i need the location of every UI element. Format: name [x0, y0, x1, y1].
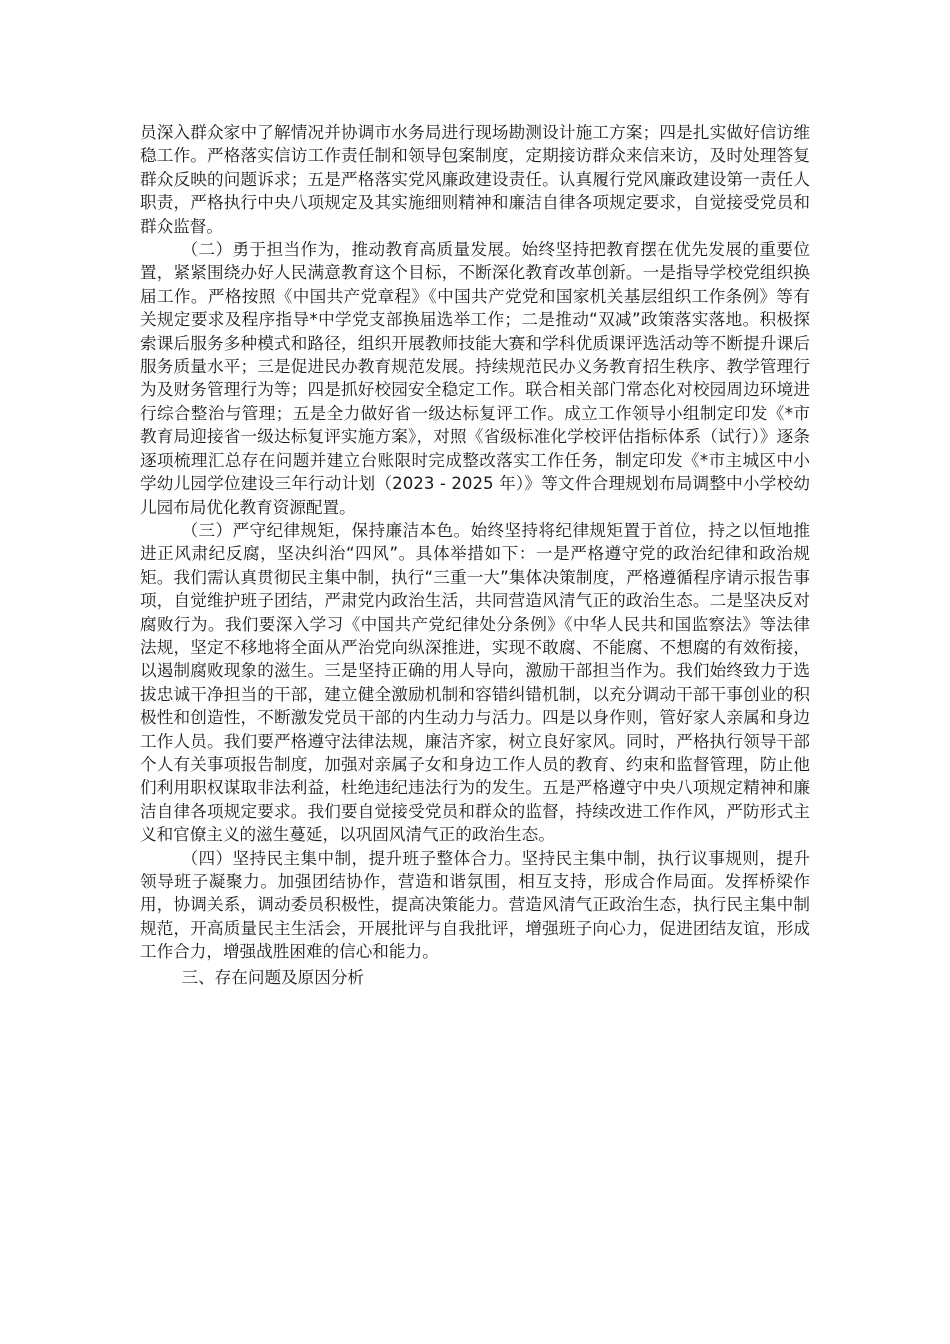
section-heading: 三、存在问题及原因分析 — [181, 967, 365, 987]
paragraph-section-three: （三）严守纪律规矩，保持廉洁本色。始终坚持将纪律规矩置于首位，持之以恒地推进正风肃纪反腐，坚决纠治“四风”。具体举措如下：一是严格遵守党的政治纪律和政治规矩。我们需认真贯彻民主集中制，执行“三重一大”集体决策制度，严格遵循程序请示报告事项，自觉维护班子团结，严肃党内政治生活，共同营造风清气正的政治生态。二是坚决反对腐败行为。我们要深入学习《中国共产党纪律处分条例》《中华人民共和国监察法》等法律法规，坚定不移地将全面从严治党向纵深推进，实现不敢腐、不能腐、不想腐的有效衔接，以遏制腐败现象的滋生。三是坚持正确的用人导向，激励干部担当作为。我们始终致力于选拔忠诚干净担当的干部，建立健全激励机制和容错纠错机制，以充分调动干部干事创业的积极性和创造性，不断激发党员干部的内生动力与活力。四是以身作则，管好家人亲属和身边工作人员。我们要严格遵守法律法规，廉洁齐家，树立良好家风。同时，严格执行领导干部个人有关事项报告制度，加强对亲属子女和身边工作人员的教育、约束和监督管理，防止他们利用职权谋取非法利益，杜绝违纪违法行为的发生。五是严格遵守中央八项规定精神和廉洁自律各项规定要求。我们要自觉接受党员和群众的监督，持续改进工作作风，严防形式主义和官僚主义的滋生蔓延，以巩固风清气正的政治生态。 — [140, 520, 810, 845]
paragraph-continuation: 员深入群众家中了解情况并协调市水务局进行现场勘测设计施工方案；四是扎实做好信访维稳工作。严格落实信访工作责任制和领导包案制度，定期接访群众来信来访，及时处理答复群众反映的问题诉求；五是严格落实党风廉政建设责任。认真履行党风廉政建设第一责任人职责，严格执行中央八项规定及其实施细则精神和廉洁自律各项规定要求，自觉接受党员和群众监督。 — [140, 123, 810, 236]
paragraph-section-four: （四）坚持民主集中制，提升班子整体合力。坚持民主集中制，执行议事规则，提升领导班子凝聚力。加强团结协作，营造和谐氛围，相互支持，形成合作局面。发挥桥梁作用，协调关系，调动委员积极性，提高决策能力。营造风清气正政治生态，执行民主集中制规范，开高质量民主生活会，开展批评与自我批评，增强班子向心力，促进团结友谊，形成工作合力，增强战胜困难的信心和能力。 — [140, 848, 810, 962]
paragraph-section-two: （二）勇于担当作为，推动教育高质量发展。始终坚持把教育摆在优先发展的重要位置，紧紧围绕办好人民满意教育这个目标，不断深化教育改革创新。一是指导学校党组织换届工作。严格按照《中国共产党章程》《中国共产党党和国家机关基层组织工作条例》等有关规定要求及程序指导*中学党支部换届选举工作；二是推动“双减”政策落实落地。积极探索课后服务多种模式和路径，组织开展教师技能大赛和学科优质课评选活动等不断提升课后服务质量水平；三是促进民办教育规范发展。持续规范民办义务教育招生秩序、教学管理行为及财务管理行为等；四是抓好校园安全稳定工作。联合相关部门常态化对校园周边环境进行综合整治与管理；五是全力做好省一级达标复评工作。成立工作领导小组制定印发《*市教育局迎接省一级达标复评实施方案》，对照《省级标准化学校评估指标体系（试行）》逐条逐项梳理汇总存在问题并建立台账限时完成整改落实工作任务，制定印发《*市主城区中小学幼儿园学位建设三年行动计划（2023 - 2025 年）》等文件合理规划布局调整中小学校幼儿园布局优化教育资源配置。 — [140, 240, 810, 517]
document-page — [140, 121, 810, 989]
